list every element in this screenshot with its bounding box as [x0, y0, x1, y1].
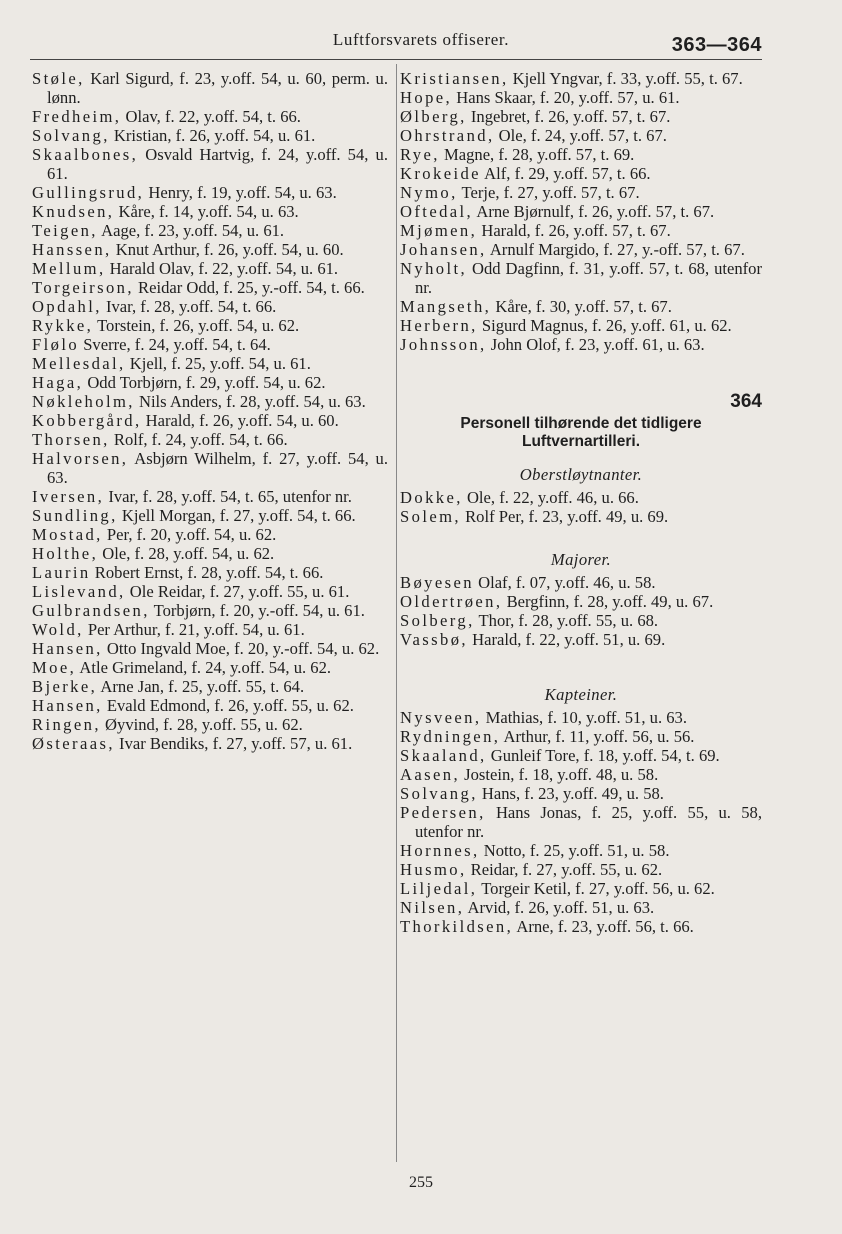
entry-details: Mathias, f. 10, y.off. 51, u. 63.	[481, 708, 687, 727]
entry-details: Per Arthur, f. 21, y.off. 54, u. 61.	[83, 620, 305, 639]
left-column	[32, 69, 388, 753]
register-entry	[32, 297, 388, 316]
entry-details: Atle Grimeland, f. 24, y.off. 54, u. 62.	[76, 658, 332, 677]
rank-heading: Kapteiner.	[544, 685, 618, 704]
register-entry	[32, 506, 388, 525]
entry-surname: Teigen,	[32, 221, 98, 240]
register-entry	[32, 259, 388, 278]
section-title-line-2: Luftvernartilleri.	[522, 433, 640, 450]
entry-details: Olaf, f. 07, y.off. 46, u. 58.	[473, 573, 656, 592]
register-entry	[32, 221, 388, 240]
entry-details: Alf, f. 29, y.off. 57, t. 66.	[480, 164, 651, 183]
register-entry	[400, 573, 762, 592]
entry-surname: Vassbø,	[400, 630, 468, 649]
entry-surname: Nymo,	[400, 183, 458, 202]
entry-surname: Husmo,	[400, 860, 467, 879]
entry-surname: Kristiansen,	[400, 69, 509, 88]
entry-surname: Ølberg,	[400, 107, 467, 126]
entry-details: Ole, f. 24, y.off. 57, t. 67.	[494, 126, 667, 145]
register-entry	[32, 392, 388, 411]
entry-surname: Hope,	[400, 88, 453, 107]
entry-surname: Nøkleholm,	[32, 392, 135, 411]
entry-details: Asbjørn Wilhelm, f. 27, y.off. 54, u. 63.	[47, 449, 388, 487]
entry-details: Torstein, f. 26, y.off. 54, u. 62.	[93, 316, 300, 335]
register-entry	[400, 727, 762, 746]
register-entry	[400, 507, 762, 526]
entry-surname: Halvorsen,	[32, 449, 129, 468]
register-entry	[32, 677, 388, 696]
entry-surname: Mellesdal,	[32, 354, 126, 373]
register-entry	[400, 126, 762, 145]
entry-details: Øyvind, f. 28, y.off. 55, u. 62.	[100, 715, 303, 734]
section-number: 364	[730, 391, 762, 412]
register-entry	[400, 164, 762, 183]
entry-details: Ivar, f. 28, y.off. 54, t. 66.	[101, 297, 277, 316]
entry-details: Rolf Per, f. 23, y.off. 49, u. 69.	[460, 507, 669, 526]
register-entry	[32, 145, 388, 183]
register-entry	[400, 841, 762, 860]
entry-surname: Oftedal,	[400, 202, 474, 221]
entry-details: Harald, f. 26, y.off. 54, u. 60.	[141, 411, 339, 430]
entry-details: Gunleif Tore, f. 18, y.off. 54, t. 69.	[486, 746, 720, 765]
entry-details: Osvald Hartvig, f. 24, y.off. 54, u. 61.	[47, 145, 388, 183]
register-entry	[32, 734, 388, 753]
register-entry	[400, 592, 762, 611]
entry-surname: Solem,	[400, 507, 461, 526]
entry-details: Rolf, f. 24, y.off. 54, t. 66.	[109, 430, 288, 449]
register-entry	[400, 297, 762, 316]
register-entry	[32, 563, 388, 582]
register-entry	[32, 620, 388, 639]
register-entry	[400, 630, 762, 649]
entry-surname: Solvang,	[400, 784, 478, 803]
running-header-page-range: 363—364	[671, 34, 762, 56]
entry-details: Torgeir Ketil, f. 27, y.off. 56, u. 62.	[477, 879, 715, 898]
section-title-line-1: Personell tilhørende det tidligere	[460, 415, 702, 432]
entry-surname: Knudsen,	[32, 202, 115, 221]
register-entry	[400, 917, 762, 936]
entry-details: Kjell Yngvar, f. 33, y.off. 55, t. 67.	[508, 69, 743, 88]
register-entry	[400, 145, 762, 164]
register-entry	[400, 259, 762, 297]
column-divider	[396, 64, 397, 1162]
entry-details: Arnulf Margido, f. 27, y.-off. 57, t. 67.	[486, 240, 745, 259]
entry-surname: Laurin	[32, 563, 91, 582]
entry-details: Henry, f. 19, y.off. 54, u. 63.	[144, 183, 337, 202]
register-entry	[32, 354, 388, 373]
entry-details: Torbjørn, f. 20, y.-off. 54, u. 61.	[149, 601, 365, 620]
right-column	[400, 69, 762, 936]
entry-details: Hans, f. 23, y.off. 49, u. 58.	[477, 784, 664, 803]
entry-surname: Haga,	[32, 373, 84, 392]
entry-surname: Wold,	[32, 620, 84, 639]
register-entry	[400, 69, 762, 88]
rank-heading: Majorer.	[550, 550, 612, 569]
entry-details: Sverre, f. 24, y.off. 54, t. 64.	[79, 335, 271, 354]
register-entry	[32, 544, 388, 563]
register-entry	[32, 715, 388, 734]
entry-details: Odd Dagfinn, f. 31, y.off. 57, t. 68, utenfor nr.	[415, 259, 762, 297]
entry-surname: Thorsen,	[32, 430, 110, 449]
entry-surname: Sundling,	[32, 506, 118, 525]
register-entry	[32, 69, 388, 107]
entry-surname: Aasen,	[400, 765, 461, 784]
register-entry	[400, 898, 762, 917]
register-entry	[32, 335, 388, 354]
entry-surname: Mellum,	[32, 259, 106, 278]
register-entry	[400, 316, 762, 335]
register-entry	[400, 765, 762, 784]
register-entry	[32, 487, 388, 506]
entry-details: Bergfinn, f. 28, y.off. 49, u. 67.	[502, 592, 714, 611]
entry-surname: Oldertrøen,	[400, 592, 503, 611]
entry-surname: Bøyesen	[400, 573, 474, 592]
entry-surname: Hansen,	[32, 696, 103, 715]
entry-details: Harald, f. 22, y.off. 51, u. 69.	[467, 630, 666, 649]
entry-surname: Mostad,	[32, 525, 103, 544]
entry-details: Magne, f. 28, y.off. 57, t. 69.	[439, 145, 635, 164]
entry-details: Nils Anders, f. 28, y.off. 54, u. 63.	[134, 392, 366, 411]
entry-details: Ingebret, f. 26, y.off. 57, t. 67.	[466, 107, 671, 126]
running-header-title: Luftforsvarets offiserer.	[332, 30, 510, 49]
register-entry	[32, 582, 388, 601]
entry-surname: Mangseth,	[400, 297, 492, 316]
entry-surname: Moe,	[32, 658, 77, 677]
entry-surname: Gullingsrud,	[32, 183, 145, 202]
register-entry	[32, 525, 388, 544]
entry-surname: Johnsson,	[400, 335, 487, 354]
entry-surname: Skaalbones,	[32, 145, 139, 164]
register-entry	[32, 316, 388, 335]
register-entry	[400, 803, 762, 841]
entry-surname: Holthe,	[32, 544, 99, 563]
entry-surname: Herbern,	[400, 316, 478, 335]
register-entry	[400, 860, 762, 879]
register-entry	[32, 373, 388, 392]
register-entry	[400, 221, 762, 240]
register-entry	[32, 696, 388, 715]
entry-surname: Mjømen,	[400, 221, 478, 240]
entry-details: Evald Edmond, f. 26, y.off. 55, u. 62.	[102, 696, 354, 715]
register-entry	[32, 449, 388, 487]
entry-surname: Østeraas,	[32, 734, 115, 753]
entry-surname: Bjerke,	[32, 677, 98, 696]
entry-surname: Thorkildsen,	[400, 917, 514, 936]
entry-surname: Johansen,	[400, 240, 487, 259]
rank-heading: Oberstløytnanter.	[519, 465, 643, 484]
entry-details: Hans Skaar, f. 20, y.off. 57, u. 61.	[452, 88, 680, 107]
entry-surname: Solberg,	[400, 611, 475, 630]
entry-surname: Lislevand,	[32, 582, 126, 601]
entry-details: Harald, f. 26, y.off. 57, t. 67.	[477, 221, 671, 240]
entry-surname: Torgeirson,	[32, 278, 134, 297]
register-entry	[400, 240, 762, 259]
entry-details: Ivar, f. 28, y.off. 54, t. 65, utenfor nr.	[104, 487, 352, 506]
entry-details: Kristian, f. 26, y.off. 54, u. 61.	[109, 126, 316, 145]
register-entry	[32, 639, 388, 658]
header-rule	[30, 59, 762, 60]
entry-details: Notto, f. 25, y.off. 51, u. 58.	[479, 841, 670, 860]
entry-surname: Støle,	[32, 69, 85, 88]
entry-details: Otto Ingvald Moe, f. 20, y.-off. 54, u. 62.	[102, 639, 380, 658]
page-number: 255	[409, 1174, 433, 1191]
register-entry	[400, 611, 762, 630]
entry-details: Reidar, f. 27, y.off. 55, u. 62.	[466, 860, 663, 879]
entry-surname: Pedersen,	[400, 803, 486, 822]
register-entry	[400, 488, 762, 507]
register-entry	[32, 183, 388, 202]
entry-surname: Liljedal,	[400, 879, 478, 898]
register-entry	[32, 430, 388, 449]
register-entry	[400, 107, 762, 126]
entry-surname: Opdahl,	[32, 297, 102, 316]
entry-details: Jostein, f. 18, y.off. 48, u. 58.	[460, 765, 659, 784]
register-entry	[32, 601, 388, 620]
register-entry	[400, 183, 762, 202]
entry-details: Robert Ernst, f. 28, y.off. 54, t. 66.	[90, 563, 324, 582]
entry-surname: Fredheim,	[32, 107, 122, 126]
entry-surname: Hanssen,	[32, 240, 112, 259]
entry-details: Harald Olav, f. 22, y.off. 54, u. 61.	[105, 259, 339, 278]
entry-details: Olav, f. 22, y.off. 54, t. 66.	[121, 107, 301, 126]
register-entry	[32, 202, 388, 221]
entry-details: Arne Bjørnulf, f. 26, y.off. 57, t. 67.	[473, 202, 715, 221]
register-entry	[400, 879, 762, 898]
entry-details: Ole Reidar, f. 27, y.off. 55, u. 61.	[125, 582, 350, 601]
entry-details: Sigurd Magnus, f. 26, y.off. 61, u. 62.	[477, 316, 732, 335]
entry-details: John Olof, f. 23, y.off. 61, u. 63.	[486, 335, 705, 354]
entry-surname: Rye,	[400, 145, 440, 164]
register-entry	[32, 411, 388, 430]
entry-details: Ole, f. 28, y.off. 54, u. 62.	[98, 544, 275, 563]
entry-details: Ivar Bendiks, f. 27, y.off. 57, u. 61.	[114, 734, 353, 753]
entry-details: Reidar Odd, f. 25, y.-off. 54, t. 66.	[133, 278, 365, 297]
entry-surname: Solvang,	[32, 126, 110, 145]
entry-surname: Krokeide	[400, 164, 481, 183]
entry-details: Karl Sigurd, f. 23, y.off. 54, u. 60, perm. u. lønn.	[47, 69, 388, 107]
entry-details: Kåre, f. 14, y.off. 54, u. 63.	[114, 202, 299, 221]
entry-details: Kjell, f. 25, y.off. 54, u. 61.	[125, 354, 311, 373]
entry-details: Arthur, f. 11, y.off. 56, u. 56.	[500, 727, 695, 746]
register-entry	[400, 202, 762, 221]
register-entry	[32, 278, 388, 297]
register-entry	[400, 88, 762, 107]
entry-surname: Nyholt,	[400, 259, 468, 278]
entry-details: Ole, f. 22, y.off. 46, u. 66.	[462, 488, 639, 507]
register-entry	[400, 784, 762, 803]
rank-groups	[400, 465, 762, 936]
entry-surname: Iversen,	[32, 487, 105, 506]
entry-surname: Kobbergård,	[32, 411, 142, 430]
entry-surname: Rydningen,	[400, 727, 501, 746]
entry-details: Arne, f. 23, y.off. 56, t. 66.	[513, 917, 694, 936]
entry-details: Knut Arthur, f. 26, y.off. 54, u. 60.	[111, 240, 344, 259]
entry-details: Kåre, f. 30, y.off. 57, t. 67.	[491, 297, 672, 316]
entry-surname: Flølo	[32, 335, 80, 354]
entry-details: Aage, f. 23, y.off. 54, u. 61.	[97, 221, 285, 240]
entry-details: Arne Jan, f. 25, y.off. 55, t. 64.	[97, 677, 305, 696]
entry-details: Odd Torbjørn, f. 29, y.off. 54, u. 62.	[83, 373, 326, 392]
register-entry	[400, 708, 762, 727]
entry-surname: Hansen,	[32, 639, 103, 658]
entry-details: Hans Jonas, f. 25, y.off. 55, u. 58, utenfor nr.	[415, 803, 762, 841]
entry-details: Terje, f. 27, y.off. 57, t. 67.	[457, 183, 640, 202]
register-entry	[32, 658, 388, 677]
entry-surname: Skaaland,	[400, 746, 487, 765]
entry-surname: Nysveen,	[400, 708, 482, 727]
entry-surname: Gulbrandsen,	[32, 601, 150, 620]
entry-surname: Hornnes,	[400, 841, 480, 860]
entry-surname: Nilsen,	[400, 898, 465, 917]
right-column-entries	[400, 69, 762, 354]
register-entry	[400, 335, 762, 354]
entry-details: Thor, f. 28, y.off. 55, u. 68.	[474, 611, 659, 630]
entry-surname: Rykke,	[32, 316, 94, 335]
entry-details: Kjell Morgan, f. 27, y.off. 54, t. 66.	[117, 506, 356, 525]
entry-surname: Dokke,	[400, 488, 463, 507]
register-entry	[32, 107, 388, 126]
register-entry	[32, 240, 388, 259]
entry-details: Per, f. 20, y.off. 54, u. 62.	[102, 525, 277, 544]
entry-surname: Ringen,	[32, 715, 101, 734]
register-entry	[400, 746, 762, 765]
entry-surname: Ohrstrand,	[400, 126, 495, 145]
register-entry	[32, 126, 388, 145]
entry-details: Arvid, f. 26, y.off. 51, u. 63.	[464, 898, 655, 917]
